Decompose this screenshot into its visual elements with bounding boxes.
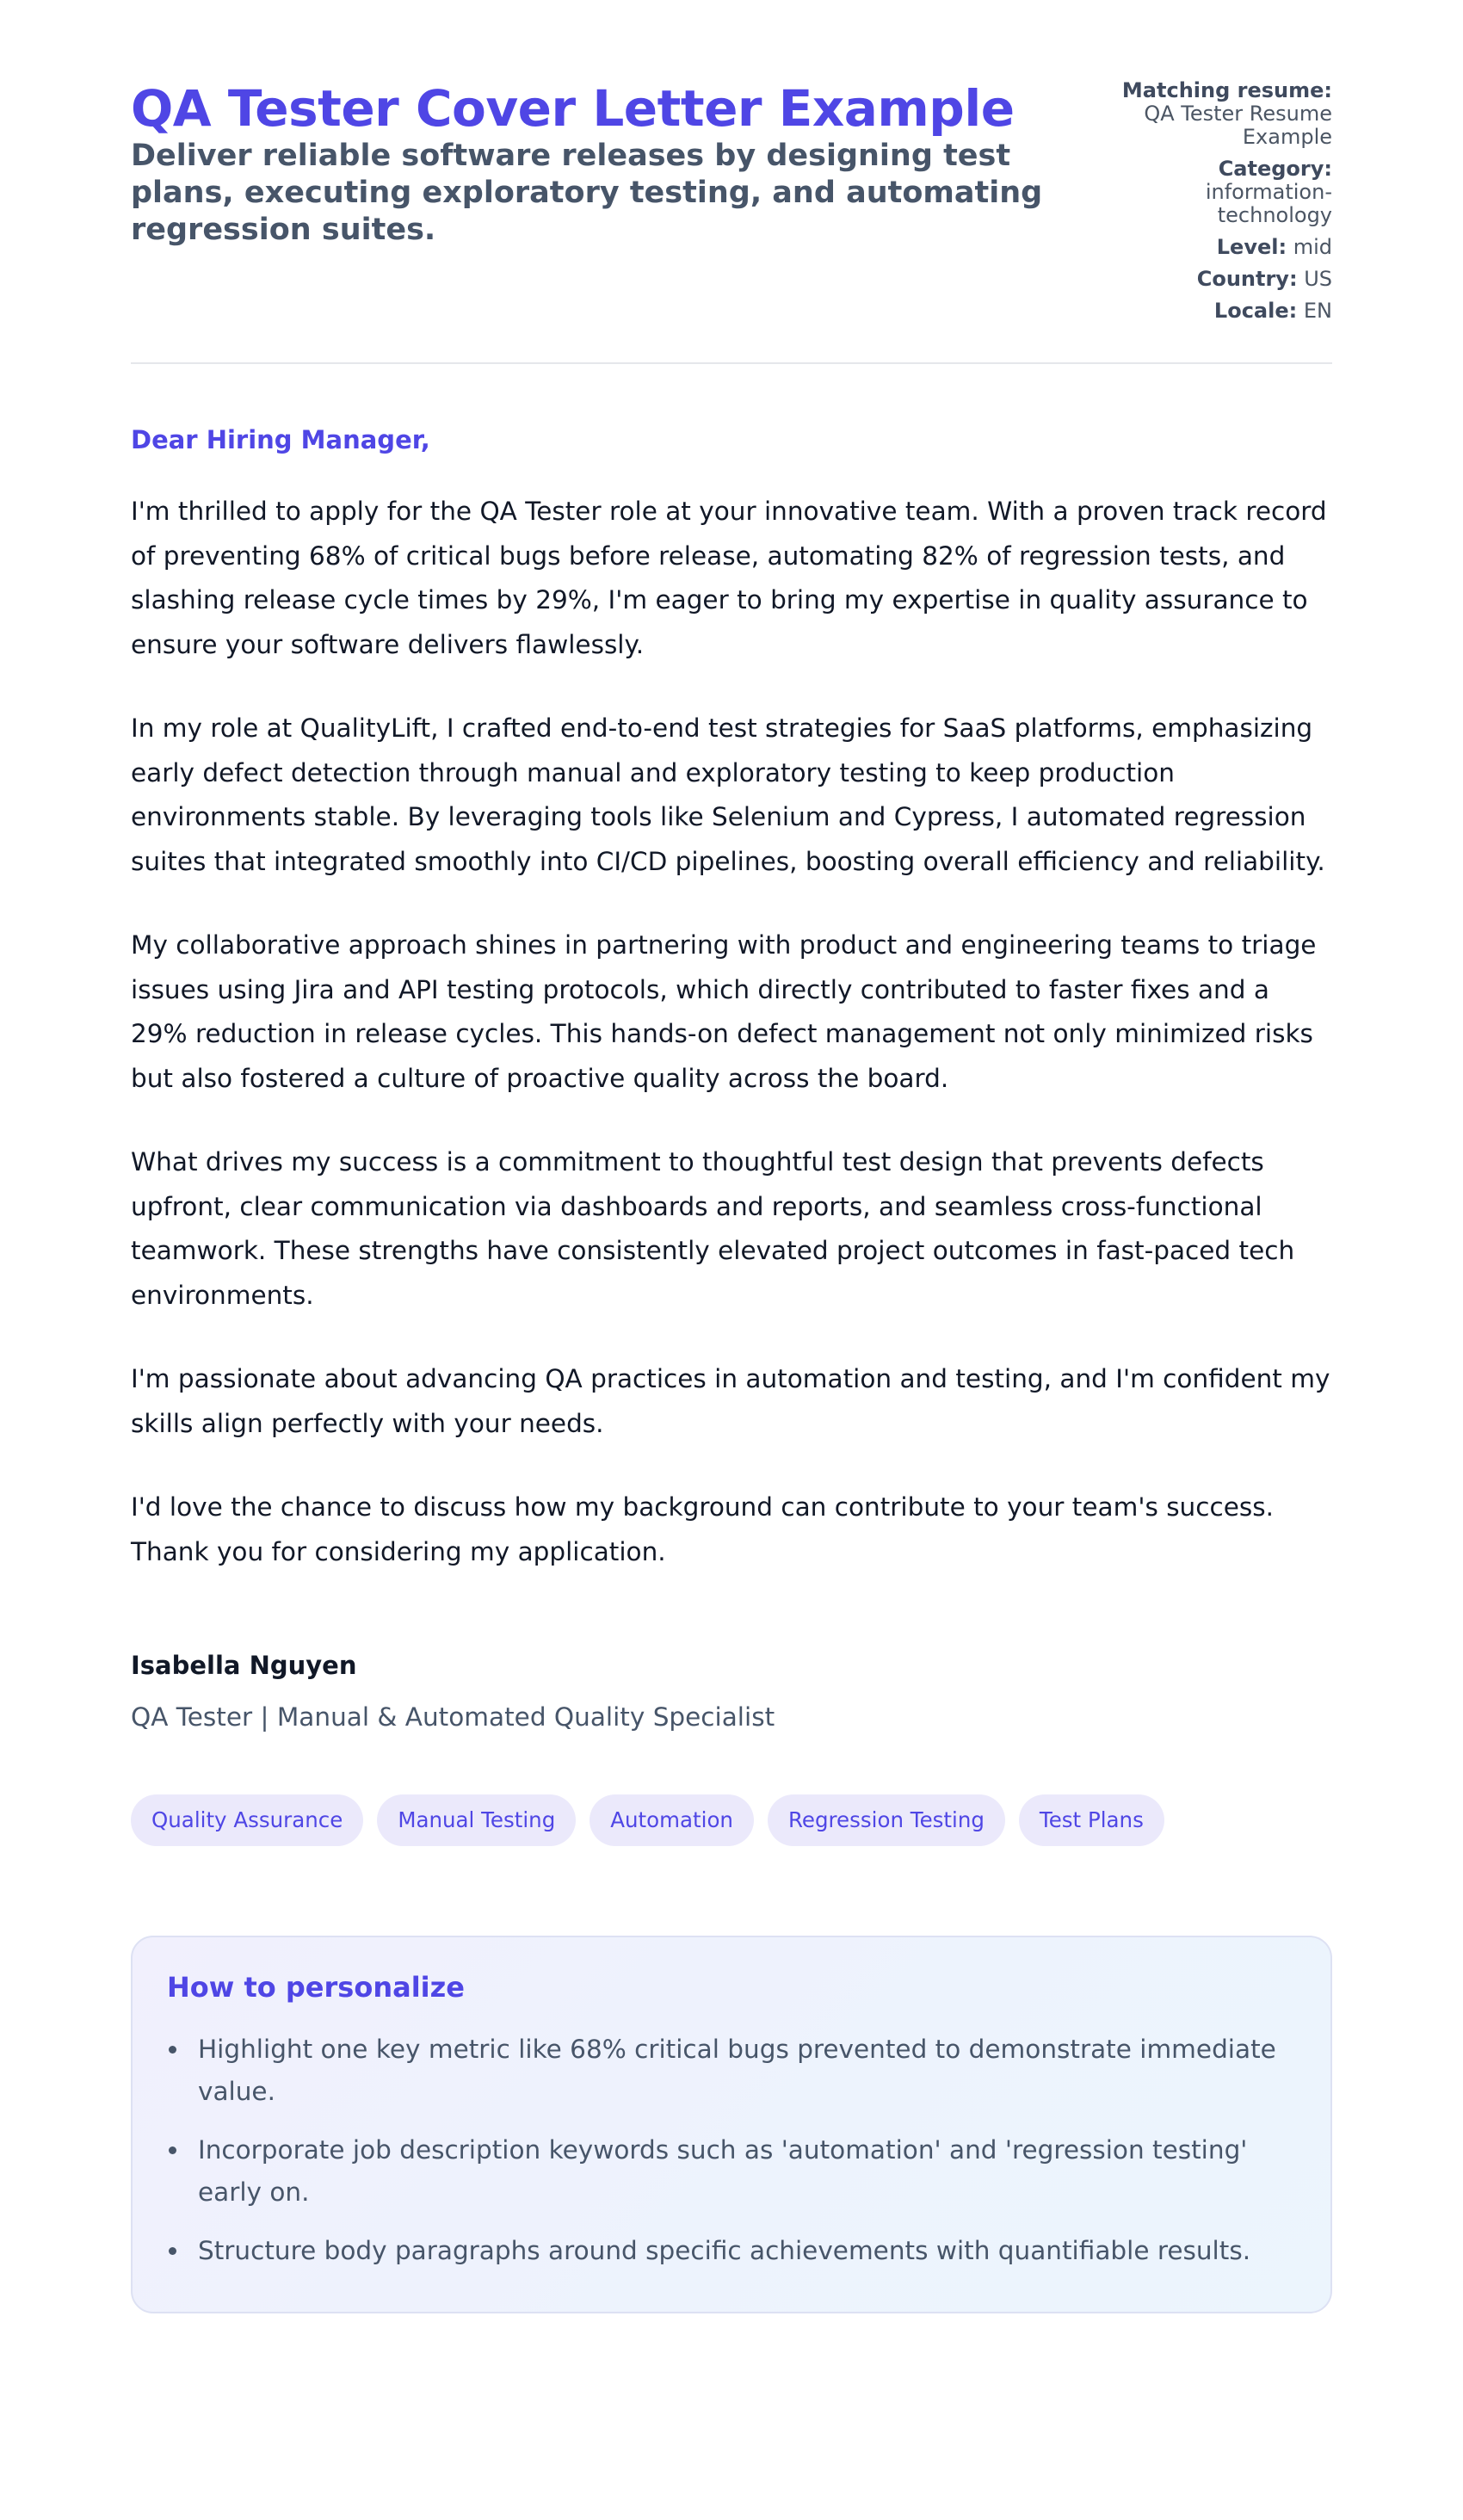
meta-value: US (1304, 267, 1332, 291)
salutation: Dear Hiring Manager, (131, 425, 430, 454)
meta-category (1108, 158, 1332, 227)
meta-matching-resume (1108, 79, 1332, 149)
skill-tags (131, 1794, 1332, 1846)
page-subtitle: Deliver reliable software releases by designing test plans, executing exploratory testing, and automating regression suites. (131, 139, 1043, 247)
tip-item (167, 2129, 1296, 2214)
tips-list (167, 2029, 1296, 2272)
tip-item (167, 2230, 1296, 2272)
tip-text: Structure body paragraphs around specific achievements with quantifiable results. (198, 2236, 1251, 2265)
letter-paragraph: In my role at QualityLift, I crafted end-to-end test strategies for SaaS platforms, emphasizing early defect detection through manual and exploratory testing to keep production environments stable. By leveraging tools like Selenium and Cypress, I automated regression suites that integrated smoothly into CI/CD pipelines, boosting overall efficiency and reliability. (131, 713, 1325, 876)
tip-text: Incorporate job description keywords such as 'automation' and 'regression testing' early on. (198, 2135, 1248, 2207)
letter-paragraph: What drives my success is a commitment to thoughtful test design that prevents defects upfront, clear communication via dashboards and reports, and seamless cross-functional teamwork. These strengths have consistently elevated project outcomes in fast-paced tech environments. (131, 1147, 1295, 1310)
meta-label: Locale: (1213, 299, 1298, 323)
bullet-icon (169, 2046, 176, 2054)
meta-level (1108, 236, 1332, 259)
letter-paragraph: I'm passionate about advancing QA practices in automation and testing, and I'm confident my skills align perfectly with your needs. (131, 1364, 1330, 1438)
tag-test-plans[interactable]: Test Plans (1019, 1794, 1164, 1846)
meta-country (1108, 268, 1332, 291)
metadata-panel (1108, 79, 1332, 323)
letter-paragraph: I'm thrilled to apply for the QA Tester role at your innovative team. With a proven track record of preventing 68% of critical bugs before release, automating 82% of regression tests, and slashing release cycle times by 29%, I'm eager to bring my expertise in quality assurance to ensure your software delivers flawlessly. (131, 497, 1327, 659)
tip-item (167, 2029, 1296, 2113)
meta-value: information-technology (1205, 180, 1332, 227)
meta-label: Category: (1218, 157, 1332, 181)
bullet-icon (169, 2146, 176, 2154)
signature-block (131, 1648, 1332, 1734)
page-header (131, 79, 1332, 364)
meta-label: Level: (1216, 235, 1287, 259)
bullet-icon (169, 2247, 176, 2255)
meta-value: mid (1293, 235, 1332, 259)
signature-title: QA Tester | Manual & Automated Quality Specialist (131, 1702, 775, 1732)
page-title: QA Tester Cover Letter Example (131, 79, 1015, 138)
header-titles (131, 79, 1086, 249)
signature-name: Isabella Nguyen (131, 1651, 357, 1680)
meta-value: EN (1303, 299, 1332, 323)
meta-label: Country: (1196, 267, 1298, 291)
tips-title: How to personalize (167, 1971, 465, 2004)
tag-quality-assurance[interactable]: Quality Assurance (131, 1794, 363, 1846)
tag-manual-testing[interactable]: Manual Testing (377, 1794, 576, 1846)
personalize-tips-card (131, 1936, 1332, 2313)
letter-paragraph: I'd love the chance to discuss how my background can contribute to your team's success. Thank you for considering my application. (131, 1492, 1274, 1566)
tag-regression-testing[interactable]: Regression Testing (768, 1794, 1005, 1846)
meta-label: Matching resume: (1121, 78, 1332, 102)
tag-automation[interactable]: Automation (590, 1794, 754, 1846)
meta-locale (1108, 300, 1332, 323)
letter-body (131, 423, 1332, 1574)
letter-paragraph: My collaborative approach shines in partnering with product and engineering teams to triage issues using Jira and API testing protocols, which directly contributed to faster fixes and a 29% reduction in release cycles. This hands-on defect management not only minimized risks but also fostered a culture of proactive quality across the board. (131, 930, 1317, 1093)
matching-resume-link[interactable]: QA Tester Resume Example (1144, 102, 1332, 149)
tip-text: Highlight one key metric like 68% critical bugs prevented to demonstrate immediate value. (198, 2035, 1276, 2106)
